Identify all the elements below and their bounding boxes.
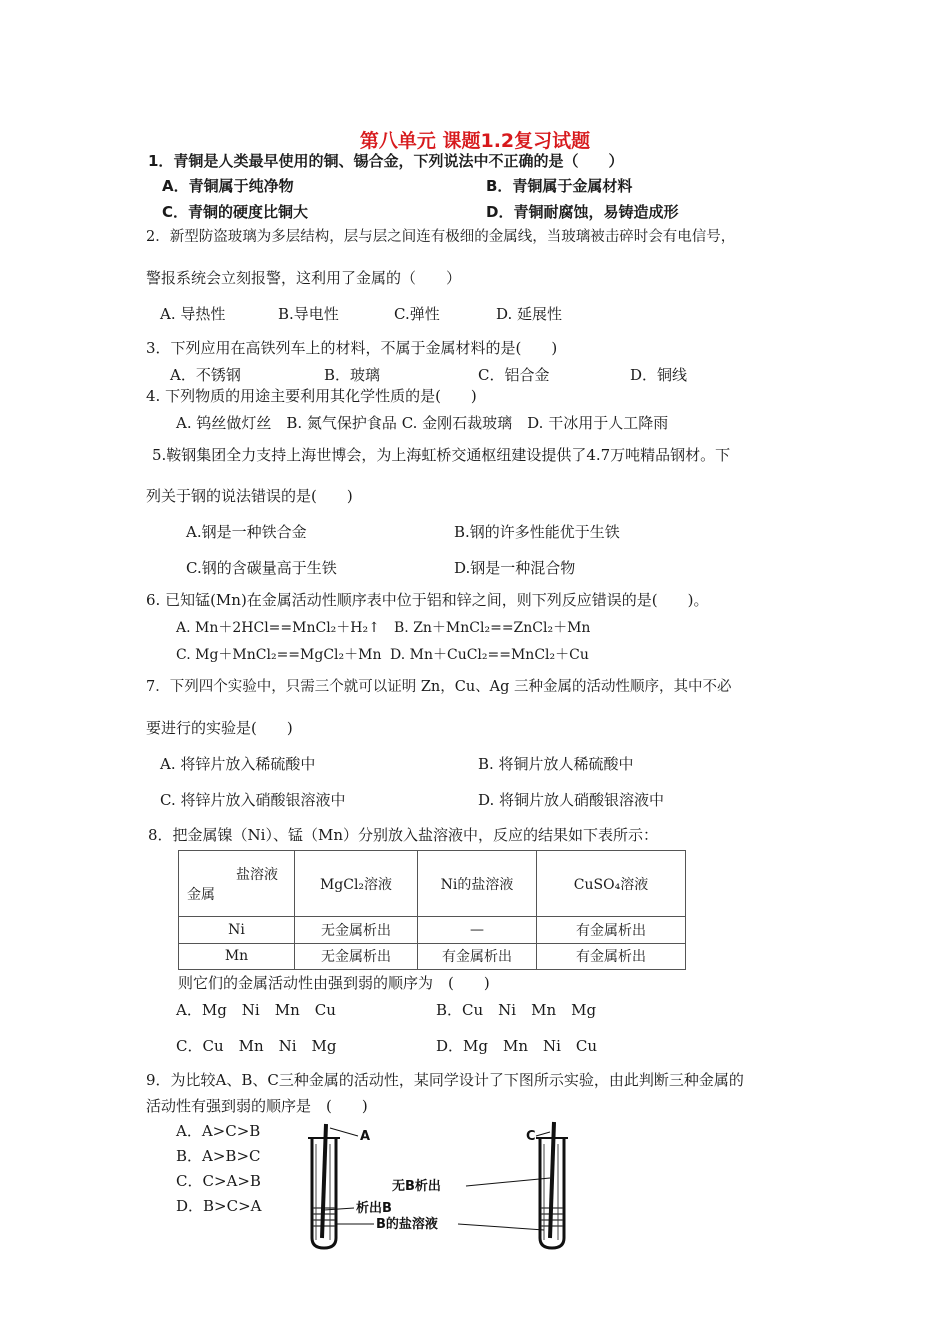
- q5-option-b: B.钢的许多性能优于生铁: [454, 523, 620, 541]
- q4-stem: 4. 下列物质的用途主要利用其化学性质的是( ): [146, 387, 477, 405]
- q2-option-d: D. 延展性: [496, 305, 563, 323]
- q7-stem-line1: 7．下列四个实验中，只需三个就可以证明 Zn，Cu、Ag 三种金属的活动性顺序，其中不必: [146, 679, 732, 695]
- q7-option-b: B. 将铜片放人稀硫酸中: [478, 755, 634, 773]
- label-c: C: [526, 1129, 536, 1144]
- q6-option-c: C. Mg＋MnCl₂==MgCl₂＋Mn: [176, 647, 382, 663]
- table-cell: 无金属析出: [295, 943, 418, 969]
- q9-option-a: A．A>C>B: [176, 1122, 261, 1140]
- q6-option-b: B. Zn＋MnCl₂==ZnCl₂＋Mn: [394, 620, 591, 636]
- q3-stem: 3．下列应用在高铁列车上的材料，不属于金属材料的是( ): [146, 339, 558, 357]
- q8-option-d: D．Mg Mn Ni Cu: [436, 1037, 598, 1055]
- q8-results-table: [178, 850, 686, 970]
- q5-option-d: D.钢是一种混合物: [454, 559, 576, 577]
- table-cell: 有金属析出: [418, 943, 537, 969]
- label-no-b: 无B析出: [392, 1179, 441, 1194]
- leader-solution-right: [458, 1224, 544, 1230]
- label-out-b: 析出B: [356, 1201, 392, 1216]
- q3-option-a: A．不锈钢: [170, 366, 241, 384]
- q1-option-b: B．青铜属于金属材料: [486, 177, 633, 195]
- q5-option-c: C.钢的含碳量高于生铁: [186, 559, 337, 577]
- table-cell: 有金属析出: [537, 943, 686, 969]
- q2-option-a: A. 导热性: [160, 305, 226, 323]
- q1-stem: 1．青铜是人类最早使用的铜、锡合金，下列说法中不正确的是（ ）: [148, 152, 624, 170]
- metal-strip-a: [322, 1124, 358, 1238]
- table-cell: 无金属析出: [295, 917, 418, 943]
- q6-option-d: D. Mn＋CuCl₂==MnCl₂＋Cu: [390, 647, 589, 663]
- table-corner-cell: [179, 851, 295, 917]
- q7-stem-line2: 要进行的实验是( ): [146, 719, 293, 737]
- q2-option-b: B.导电性: [278, 305, 339, 323]
- q7-option-c: C. 将锌片放入硝酸银溶液中: [160, 791, 346, 809]
- col-header-cuso4: CuSO₄溶液: [537, 851, 686, 917]
- corner-header-metal: 金属: [187, 886, 215, 903]
- page-title: 第八单元 课题1.2复习试题: [359, 130, 591, 152]
- corner-header-solution: 盐溶液: [236, 866, 278, 883]
- q8-option-b: B．Cu Ni Mn Mg: [436, 1001, 597, 1019]
- q6-option-a: A. Mn＋2HCl==MnCl₂＋H₂↑: [176, 620, 380, 636]
- table-row: [179, 943, 686, 969]
- q9-stem-line2: 活动性有强到弱的顺序是 ( ): [146, 1097, 368, 1115]
- q2-option-c: C.弹性: [394, 305, 440, 323]
- label-a: A: [360, 1129, 371, 1144]
- row-metal: Mn: [179, 943, 295, 969]
- table-row: [179, 917, 686, 943]
- col-header-ni-salt: Ni的盐溶液: [418, 851, 537, 917]
- q1-option-d: D．青铜耐腐蚀，易铸造成形: [486, 203, 679, 221]
- q9-option-c: C．C>A>B: [176, 1172, 261, 1190]
- q5-stem-line2: 列关于钢的说法错误的是( ): [146, 487, 353, 505]
- col-header-mgcl2: MgCl₂溶液: [295, 851, 418, 917]
- q7-option-d: D. 将铜片放人硝酸银溶液中: [478, 791, 665, 809]
- test-tube-diagram: [300, 1120, 600, 1252]
- leader-no-b: [466, 1178, 550, 1186]
- label-b-solution: B的盐溶液: [376, 1217, 438, 1232]
- q8-option-a: A．Mg Ni Mn Cu: [176, 1001, 336, 1019]
- q3-option-d: D．铜线: [630, 366, 688, 384]
- q1-option-c: C．青铜的硬度比铜大: [162, 203, 309, 221]
- q1-option-a: A．青铜属于纯净物: [162, 177, 294, 195]
- table-cell: —: [418, 917, 537, 943]
- q9-stem-line1: 9．为比较A、B、C三种金属的活动性，某同学设计了下图所示实验，由此判断三种金属的: [146, 1071, 744, 1089]
- q6-stem: 6. 已知锰(Mn)在金属活动性顺序表中位于铝和锌之间，则下列反应错误的是( )。: [146, 591, 709, 609]
- q8-after-text: 则它们的金属活动性由强到弱的顺序为 ( ): [178, 974, 490, 992]
- q8-option-c: C．Cu Mn Ni Mg: [176, 1037, 337, 1055]
- q3-option-b: B．玻璃: [324, 366, 381, 384]
- q4-options: A. 钨丝做灯丝 B. 氮气保护食品 C. 金刚石裁玻璃 D. 干冰用于人工降雨: [176, 414, 669, 432]
- q7-option-a: A. 将锌片放入稀硫酸中: [160, 755, 316, 773]
- table-cell: 有金属析出: [537, 917, 686, 943]
- q2-stem-line1: 2．新型防盗玻璃为多层结构，层与层之间连有极细的金属线，当玻璃被击碎时会有电信号，: [146, 229, 736, 245]
- q9-option-d: D．B>C>A: [176, 1197, 262, 1215]
- q5-stem-line1: 5.鞍钢集团全力支持上海世博会，为上海虹桥交通枢纽建设提供了4.7万吨精品钢材。下: [152, 446, 731, 464]
- q2-stem-line2: 警报系统会立刻报警，这利用了金属的（ ）: [146, 269, 462, 287]
- q9-option-b: B．A>B>C: [176, 1147, 261, 1165]
- q5-option-a: A.钢是一种铁合金: [186, 523, 307, 541]
- q8-stem: 8．把金属镍（Ni）、锰（Mn）分别放入盐溶液中，反应的结果如下表所示：: [148, 826, 658, 844]
- row-metal: Ni: [179, 917, 295, 943]
- q3-option-c: C．铝合金: [478, 366, 550, 384]
